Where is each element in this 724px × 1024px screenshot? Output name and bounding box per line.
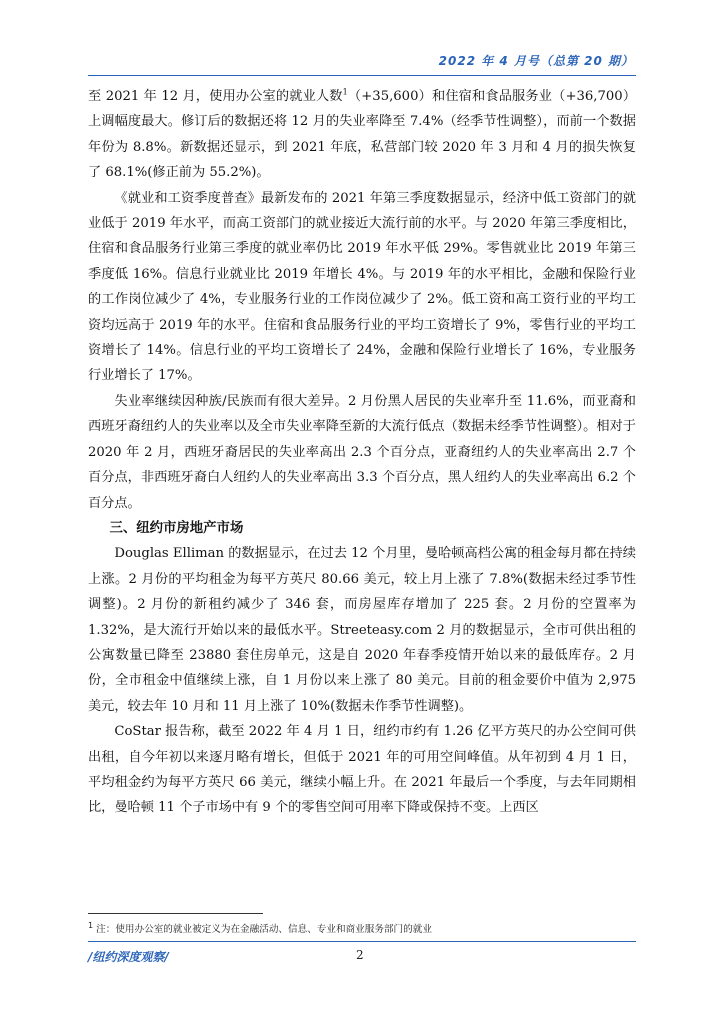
header-divider (88, 75, 636, 76)
paragraph-3: 失业率继续因种族/民族而有很大差异。2 月份黑人居民的失业率升至 11.6%，而亚裔和西班牙裔纽约人的失业率以及全市失业率降至新的大流行低点（数据未经季节性调整）。相对于 2020 年 2 月，西班牙裔居民的失业率高出 2.3 个百分点，亚裔纽约人的失业率高出 2.7 个百分点，非西班牙裔白人纽约人的失业率高出 3.3 个百分点，黑人纽约人的失业率高出 6.2 个百分点。 (88, 393, 636, 511)
paragraph-1-start: 至 2021 年 12 月，使用办公室的就业人数 (88, 89, 343, 104)
footnote-text: 注：使用办公室的就业被定义为在金融活动、信息、专业和商业服务部门的就业 (96, 924, 432, 935)
issue-header: 2022 年 4 月号（总第 20 期） (438, 54, 634, 68)
publication-name: /纽约深度观察/ (88, 950, 169, 964)
footnote-reference[interactable]: 1 (342, 87, 348, 97)
footnote-divider (88, 913, 263, 914)
paragraph-1 (88, 84, 636, 186)
paragraph-2: 《就业和工资季度普查》最新发布的 2021 年第三季度数据显示，经济中低工资部门的就业低于 2019 年水平，而高工资部门的就业接近大流行前的水平。与 2020 年第三季度相比，住宿和食品服务行业第三季度的就业率仍比 2019 年水平低 29%。零售就业比 2019 年第三季度低 16%。信息行业就业比 2019 年增长 4%。与 2019 年的水平相比，金融和保险行业的工作岗位减少了 4%，专业服务行业的工作岗位减少了 2%。低工资和高工资行业的平均工资均远高于 2019 年的水平。住宿和食品服务行业的平均工资增长了 9%，零售行业的平均工资增长了 14%。信息行业的平均工资增长了 24%，金融和保险行业增长了 16%，专业服务行业增长了 17%。 (88, 190, 636, 384)
paragraph-4: Douglas Elliman 的数据显示，在过去 12 个月里，曼哈顿高档公寓的租金每月都在持续上涨。2 月份的平均租金为每平方英尺 80.66 美元，较上月上涨了 7.8%(数据未经过季节性调整)。2 月份的新租约减少了 346 套，而房屋库存增加了 225 套。2 月份的空置率为 1.32%，是大流行开始以来的最低水平。Streeteasy.com 2 月的数据显示，全市可供出租的公寓数量已降至 23880 套住房单元，这是自 2020 年春季疫情开始以来的最低库存。2 月份，全市租金中值继续上涨，自 1 月份以来上涨了 80 美元。目前的租金要价中值为 2,975 美元，较去年 10 月和 11 月上涨了 10%(数据未作季节性调整)。 (88, 546, 636, 714)
footer-divider (88, 941, 636, 942)
page-number: 2 (356, 948, 364, 962)
footnote (88, 921, 636, 935)
section-heading-real-estate: 三、纽约市房地产市场 (109, 520, 244, 536)
paragraph-1-rest: （+35,600）和住宿和食品服务业（+36,700）上调幅度最大。修订后的数据还将 12 月的失业率降至 7.4%（经季节性调整），而前一个数据年份为 8.8%。新数据还显示，到 2021 年底，私营部门较 2020 年 3 月和 4 月的损失恢复了 68.1%(修正前为 55.2%)。 (88, 89, 637, 181)
paragraph-5: CoStar 报告称，截至 2022 年 4 月 1 日，纽约市约有 1.26 亿平方英尺的办公空间可供出租，自今年初以来逐月略有增长，但低于 2021 年的可用空间峰值。从年初到 4 月 1 日，平均租金约为每平方英尺 66 美元，继续小幅上升。在 2021 年最后一个季度，与去年同期相比，曼哈顿 11 个子市场中有 9 个的零售空间可用率下降或保持不变。上西区 (88, 724, 636, 816)
article-body (88, 84, 636, 821)
footnote-marker: 1 (88, 920, 94, 930)
